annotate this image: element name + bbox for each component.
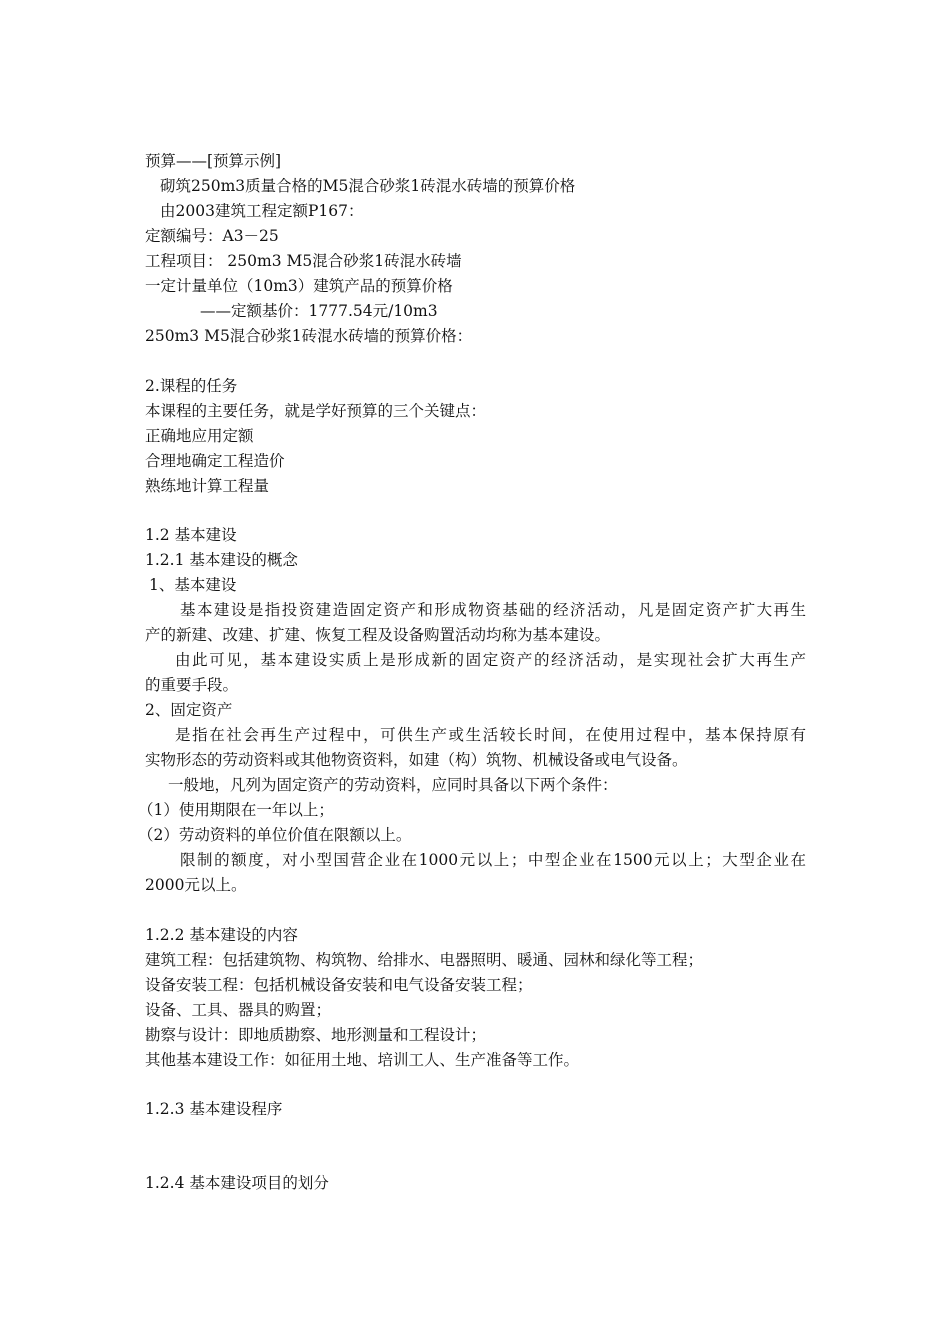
content-item-construction: 建筑工程：包括建筑物、构筑物、给排水、电器照明、暖通、园林和绿化等工程； [145, 951, 704, 969]
quota-number-line: 定额编号：A3－25 [145, 227, 279, 245]
paragraph-inference-line2: 的重要手段。 [145, 676, 239, 694]
paragraph-definition-line1: 基本建设是指投资建造固定资产和形成物资基础的经济活动，凡是固定资产扩大再生 [180, 601, 806, 619]
section-course-task: 2.课程的任务 [145, 377, 238, 395]
example-source-line: 由2003建筑工程定额P167： [160, 202, 364, 220]
project-item-line: 工程项目： 250m3 M5混合砂浆1砖混水砖墙 [145, 252, 462, 270]
key-point-1: 正确地应用定额 [145, 427, 254, 445]
content-item-installation: 设备安装工程：包括机械设备安装和电气设备安装工程； [145, 976, 533, 994]
paragraph-fixed-assets-line2: 实物形态的劳动资料或其他物资资料，如建（构）筑物、机械设备或电气设备。 [145, 751, 688, 769]
condition-1: （1）使用期限在一年以上； [138, 801, 334, 819]
content-item-other: 其他基本建设工作：如征用土地、培训工人、生产准备等工作。 [145, 1051, 580, 1069]
subheading-basic-construction: 1、基本建设 [149, 576, 237, 594]
paragraph-fixed-assets-line1: 是指在社会再生产过程中，可供生产或生活较长时间，在使用过程中，基本保持原有 [175, 726, 806, 744]
paragraph-limit-line1: 限制的额度，对小型国营企业在1000元以上；中型企业在1500元以上；大型企业在 [180, 851, 806, 869]
section-1-2-heading: 1.2 基本建设 [145, 526, 237, 544]
paragraph-inference-line1: 由此可见，基本建设实质上是形成新的固定资产的经济活动，是实现社会扩大再生产 [175, 651, 806, 669]
content-item-survey: 勘察与设计：即地质勘察、地形测量和工程设计； [145, 1026, 487, 1044]
subheading-fixed-assets: 2、固定资产 [145, 701, 233, 719]
paragraph-conditions-intro: 一般地，凡列为固定资产的劳动资料，应同时具备以下两个条件： [168, 776, 618, 794]
key-point-3: 熟练地计算工程量 [145, 477, 270, 495]
section-1-2-1-heading: 1.2.1 基本建设的概念 [145, 551, 298, 569]
section-1-2-2-heading: 1.2.2 基本建设的内容 [145, 926, 298, 944]
key-point-2: 合理地确定工程造价 [145, 452, 285, 470]
content-item-purchase: 设备、工具、器具的购置； [145, 1001, 332, 1019]
paragraph-definition-line2: 产的新建、改建、扩建、恢复工程及设备购置活动均称为基本建设。 [145, 626, 611, 644]
course-task-intro: 本课程的主要任务，就是学好预算的三个关键点： [145, 402, 487, 420]
section-1-2-4-heading: 1.2.4 基本建设项目的划分 [145, 1174, 329, 1192]
condition-2: （2）劳动资料的单位价值在限额以上。 [138, 826, 412, 844]
heading-budget-example: 预算——[预算示例] [145, 152, 282, 170]
unit-price-line: 一定计量单位（10m3）建筑产品的预算价格 [145, 277, 453, 295]
budget-price-line: 250m3 M5混合砂浆1砖混水砖墙的预算价格： [145, 327, 473, 345]
section-1-2-3-heading: 1.2.3 基本建设程序 [145, 1100, 283, 1118]
base-price-line: ——定额基价：1777.54元/10m3 [200, 302, 438, 320]
paragraph-limit-line2: 2000元以上。 [145, 876, 247, 894]
example-task-line: 砌筑250m3质量合格的M5混合砂浆1砖混水砖墙的预算价格 [160, 177, 576, 195]
